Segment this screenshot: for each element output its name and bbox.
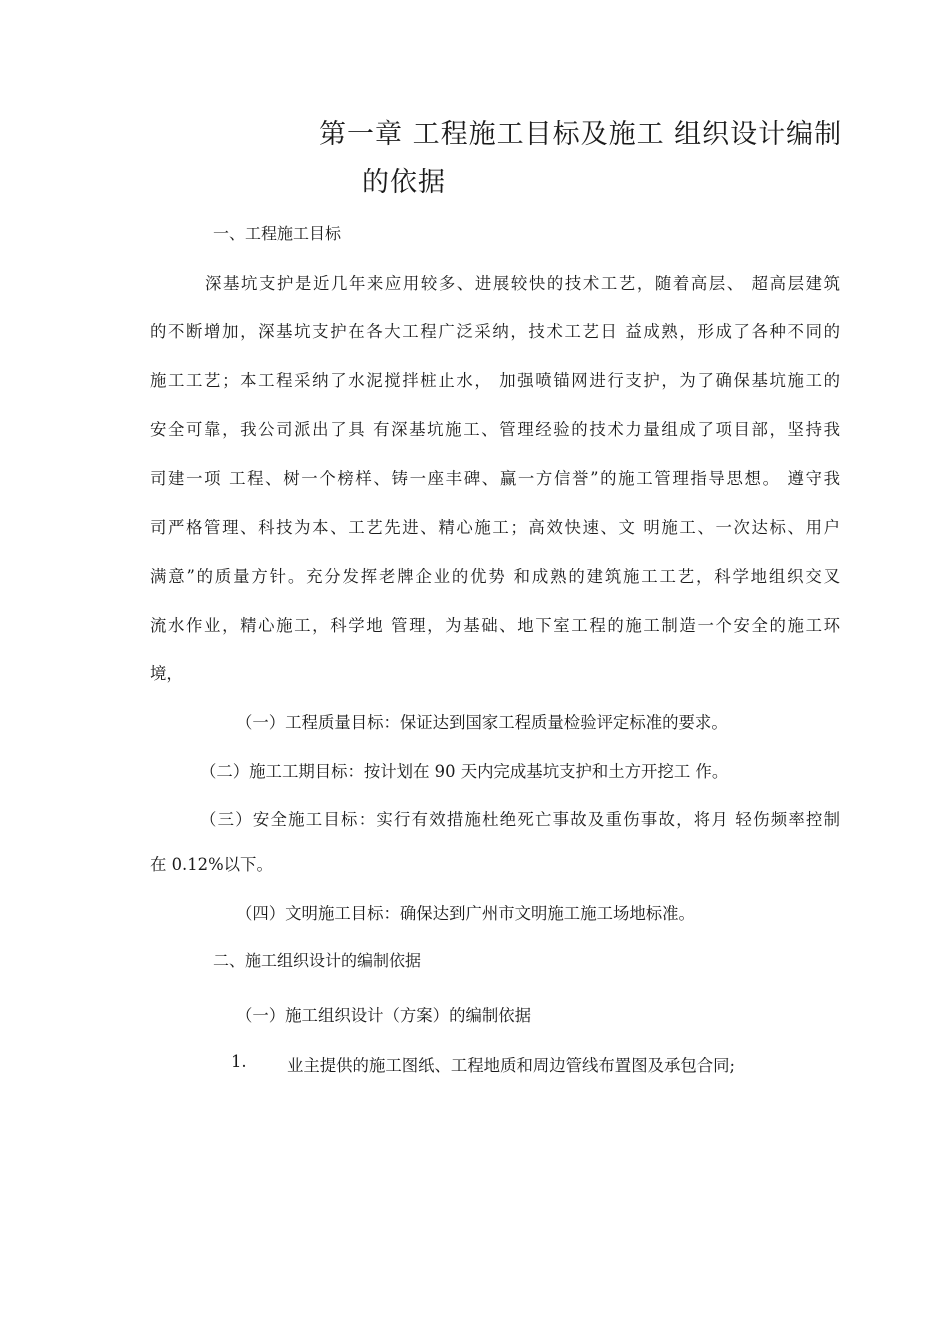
goal-safety-line2: 在 0.12%以下。 — [150, 855, 273, 874]
paragraph-line: 的不断增加，深基坑支护在各大工程广泛采纳，技术工艺日 益成熟，形成了各种不同的 — [150, 322, 840, 341]
paragraph-line: 满意”的质量方针。充分发挥老牌企业的优势 和成熟的建筑施工工艺，科学地组织交叉 — [150, 567, 840, 586]
section1-heading: 一、工程施工目标 — [213, 224, 342, 243]
paragraph-line: 司严格管理、科技为本、工艺先进、精心施工；高效快速、文 明施工、一次达标、用户 — [150, 518, 840, 537]
goal-civilized: （四）文明施工目标：确保达到广州市文明施工施工场地标准。 — [236, 904, 695, 923]
goal-quality: （一）工程质量目标：保证达到国家工程质量检验评定标准的要求。 — [236, 713, 728, 732]
section2-subheading: （一）施工组织设计（方案）的编制依据 — [236, 1006, 532, 1025]
paragraph-line: 施工工艺；本工程采纳了水泥搅拌桩止水， 加强喷锚网进行支护，为了确保基坑施工的 — [150, 371, 840, 390]
section2-heading: 二、施工组织设计的编制依据 — [213, 951, 422, 970]
paragraph-line: 境， — [150, 664, 183, 683]
goal-safety-line1: （三）安全施工目标：实行有效措施杜绝死亡事故及重伤事故，将月 轻伤频率控制 — [200, 810, 840, 829]
list-item-number: 1. — [231, 1052, 247, 1071]
paragraph-line: 流水作业，精心施工，科学地 管理，为基础、地下室工程的施工制造一个安全的施工环 — [150, 616, 840, 635]
paragraph-line: 安全可靠，我公司派出了具 有深基坑施工、管理经验的技术力量组成了项目部，坚持我 — [150, 420, 840, 439]
document-title-line2: 的依据 — [362, 167, 446, 198]
document-title-line1: 第一章 工程施工目标及施工 组织设计编制 — [319, 119, 843, 150]
list-item-text: 业主提供的施工图纸、工程地质和周边管线布置图及承包合同; — [287, 1056, 736, 1075]
goal-schedule: （二）施工工期目标：按计划在 90 天内完成基坑支护和土方开挖工 作。 — [200, 762, 729, 781]
paragraph-line: 深基坑支护是近几年来应用较多、进展较快的技术工艺，随着高层、 超高层建筑 — [205, 274, 840, 293]
paragraph-line: 司建一项 工程、树一个榜样、铸一座丰碑、赢一方信誉”的施工管理指导思想。 遵守我 — [150, 469, 840, 488]
